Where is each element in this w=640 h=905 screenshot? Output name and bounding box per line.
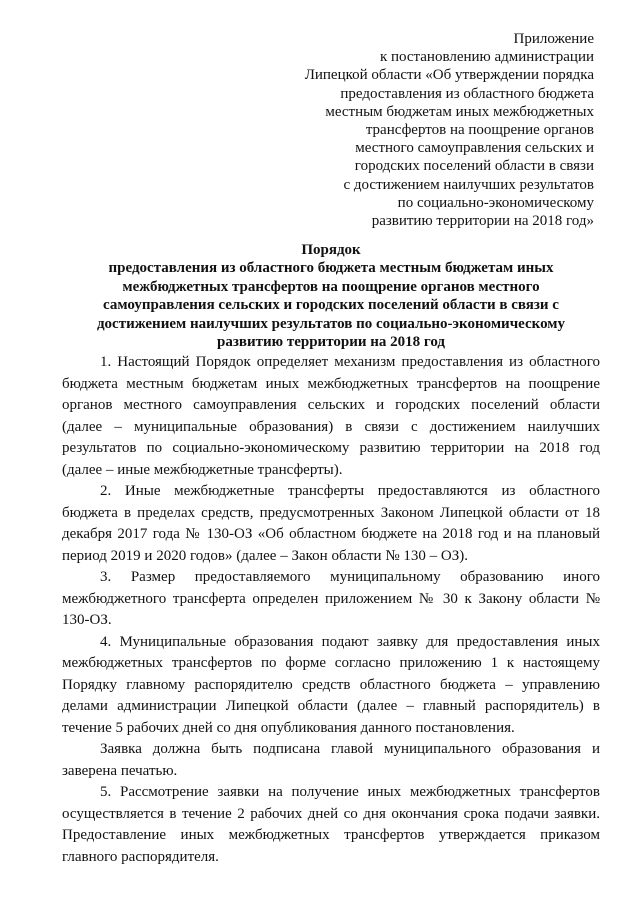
- annex-line: трансфертов на поощрение органов: [365, 122, 594, 139]
- document-title: [62, 241, 600, 351]
- paragraph-line: 1. Настоящий Порядок определяет механизм предоставления из областного: [100, 354, 600, 370]
- annex-line: к постановлению администрации: [379, 49, 594, 66]
- paragraph-line: результатов по социально-экономическому развитию территории на 2018 год: [62, 440, 600, 456]
- annex-line: Липецкой области «Об утверждении порядка: [304, 67, 594, 84]
- paragraph-5: [62, 782, 600, 868]
- paragraph-line: Заявка должна быть подписана главой муниципального образования и: [100, 741, 600, 757]
- paragraph-line: межбюджетных трансфертов по форме согласно приложению 1 к настоящему: [62, 655, 600, 671]
- annex-line: предоставления из областного бюджета: [340, 85, 594, 102]
- title-line: достижением наилучших результатов по социально-экономическому: [96, 315, 566, 332]
- annex-line: по социально-экономическому: [397, 194, 594, 211]
- paragraph-line: Порядку главному распорядителю средств областного бюджета – управлению: [62, 676, 600, 693]
- title-line: предоставления из областного бюджета местным бюджетам иных: [108, 260, 554, 277]
- annex-line: городских поселений области в связи: [354, 158, 594, 175]
- paragraph-3: [62, 567, 600, 632]
- title-line: межбюджетных трансфертов на поощрение органов местного: [122, 278, 540, 295]
- paragraph-line: бюджета местным бюджетам иных межбюджетных трансфертов на поощрение: [62, 375, 600, 392]
- paragraph-line: 130-ОЗ.: [62, 612, 112, 628]
- paragraph-line: органов местного самоуправления сельских и городских поселений области: [62, 397, 600, 413]
- paragraph-line: главного распорядителя.: [62, 848, 219, 865]
- title-line: развитию территории на 2018 год: [217, 334, 445, 351]
- annex-line: местного самоуправления сельских и: [355, 140, 594, 157]
- paragraph-line: заверена печатью.: [62, 762, 178, 779]
- paragraph-line: (далее – иные межбюджетные трансферты).: [62, 461, 343, 478]
- paragraph-line: декабря 2017 года № 130-ОЗ «Об областном бюджете на 2018 год и на плановый: [62, 526, 600, 542]
- paragraph-line: межбюджетного трансферта определен приложением № 30 к Закону области №: [62, 590, 600, 607]
- annex-line: местным бюджетам иных межбюджетных: [325, 103, 594, 120]
- title-line: самоуправления сельских и городских поселений области в связи с: [103, 297, 559, 314]
- paragraph-line: делами администрации Липецкой области (далее – главный распорядитель) в: [62, 698, 600, 714]
- paragraph-line: 4. Муниципальные образования подают заявку для предоставления иных: [100, 633, 600, 650]
- paragraph-line: 3. Размер предоставляемого муниципальному образованию иного: [100, 569, 600, 585]
- paragraph-line: период 2019 и 2020 годов» (далее – Закон области № 130 – ОЗ).: [62, 547, 468, 564]
- paragraph-line: течение 5 рабочих дней со дня опубликования данного постановления.: [62, 719, 515, 736]
- document-body: [62, 352, 600, 868]
- annex-header: [264, 30, 594, 230]
- paragraph-4-signature-note: [62, 739, 600, 782]
- paragraph-2: [62, 481, 600, 567]
- paragraph-4: [62, 632, 600, 740]
- paragraph-line: Предоставление иных межбюджетных трансфертов утверждается приказом: [62, 827, 600, 843]
- annex-line: развитию территории на 2018 год»: [371, 213, 594, 230]
- paragraph-line: 5. Рассмотрение заявки на получение иных межбюджетных трансфертов: [100, 784, 600, 800]
- paragraph-line: осуществляется в течение 2 рабочих дней со дня окончания срока подачи заявки.: [62, 805, 600, 822]
- paragraph-line: бюджета в пределах средств, предусмотренных Законом Липецкой области от 18: [62, 504, 600, 521]
- annex-line: Приложение: [513, 31, 594, 47]
- paragraph-line: 2. Иные межбюджетные трансферты предоставляются из областного: [100, 483, 600, 499]
- paragraph-1: [62, 352, 600, 481]
- annex-line: с достижением наилучших результатов: [343, 176, 594, 193]
- title-line: Порядок: [301, 242, 361, 258]
- paragraph-line: (далее – муниципальные образования) в связи с достижением наилучших: [62, 418, 600, 435]
